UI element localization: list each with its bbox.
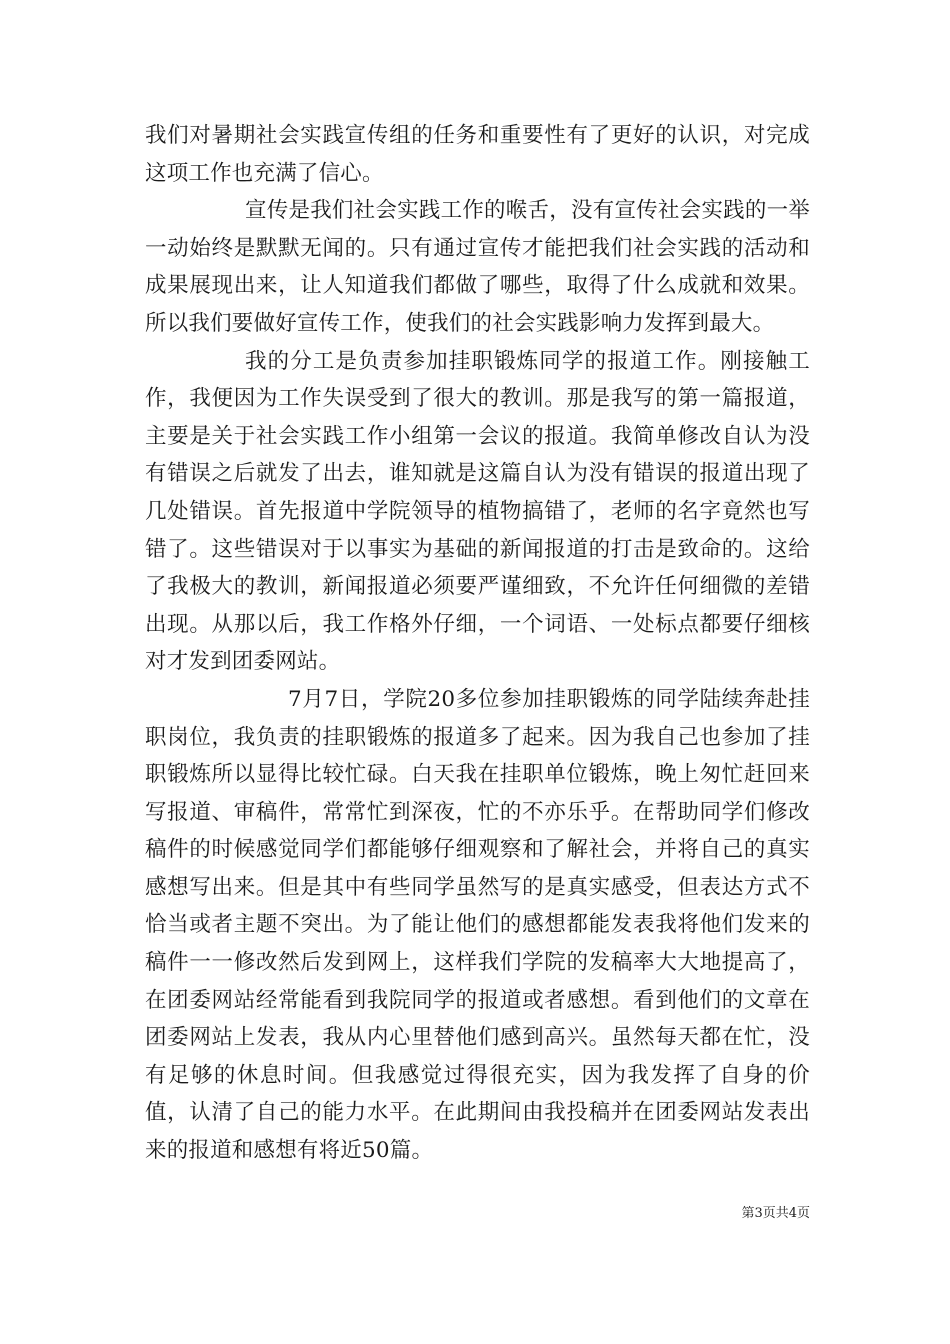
paragraph-2: 宣传是我们社会实践工作的喉舌，没有宣传社会实践的一举一动始终是默默无闻的。只有通过宣传才能把我们社会实践的活动和成果展现出来，让人知道我们都做了哪些，取得了什么成就和效果。所以我们要做好宣传工作，使我们的社会实践影响力发挥到最大。 bbox=[145, 198, 810, 336]
paragraph-1: 我们对暑期社会实践宣传组的任务和重要性有了更好的认识，对完成这项工作也充满了信心。 bbox=[145, 123, 810, 186]
document-body bbox=[145, 117, 810, 1170]
page-number: 第3页共4页 bbox=[741, 1206, 810, 1221]
paragraph-4: 7月7日，学院20多位参加挂职锻炼的同学陆续奔赴挂职岗位，我负责的挂职锻炼的报道多了起来。因为我自己也参加了挂职锻炼所以显得比较忙碌。白天我在挂职单位锻炼，晚上匆忙赶回来写报道、审稿件，常常忙到深夜，忙的不亦乐乎。在帮助同学们修改稿件的时候感觉同学们都能够仔细观察和了解社会，并将自己的真实感想写出来。但是其中有些同学虽然写的是真实感受，但表达方式不恰当或者主题不突出。为了能让他们的感想都能发表我将他们发来的稿件一一修改然后发到网上，这样我们学院的发稿率大大地提高了，在团委网站经常能看到我院同学的报道或者感想。看到他们的文章在团委网站上发表，我从内心里替他们感到高兴。虽然每天都在忙，没有足够的休息时间。但我感觉过得很充实，因为我发挥了自身的价值，认清了自己的能力水平。在此期间由我投稿并在团委网站发表出来的报道和感想有将近50篇。 bbox=[145, 686, 810, 1164]
paragraph-3: 我的分工是负责参加挂职锻炼同学的报道工作。刚接触工作，我便因为工作失误受到了很大的教训。那是我写的第一篇报道，主要是关于社会实践工作小组第一会议的报道。我简单修改自认为没有错误之后就发了出去，谁知就是这篇自认为没有错误的报道出现了几处错误。首先报道中学院领导的植物搞错了，老师的名字竟然也写错了。这些错误对于以事实为基础的新闻报道的打击是致命的。这给了我极大的教训，新闻报道必须要严谨细致，不允许任何细微的差错出现。从那以后，我工作格外仔细，一个词语、一处标点都要仔细核对才发到团委网站。 bbox=[145, 348, 810, 675]
